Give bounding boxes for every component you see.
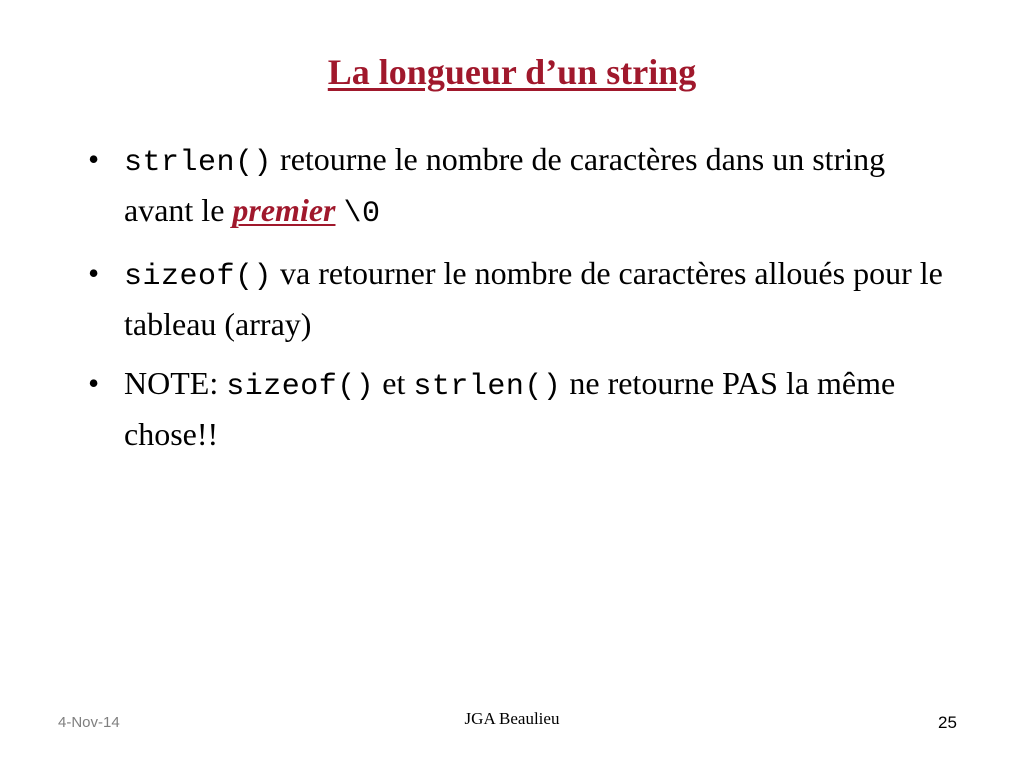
page-number: 25 bbox=[938, 713, 957, 732]
code-sizeof: sizeof() bbox=[226, 370, 375, 404]
bullet-item-strlen bbox=[88, 136, 948, 238]
code-strlen: strlen() bbox=[124, 146, 273, 180]
bullet-dot-icon: • bbox=[88, 365, 100, 401]
bullet-item-sizeof bbox=[88, 250, 948, 348]
bullet-list bbox=[88, 136, 948, 470]
footer-date: 4-Nov-14 bbox=[58, 714, 120, 731]
slide-title: La longueur d’un string bbox=[327, 52, 697, 92]
code-sizeof: sizeof() bbox=[124, 260, 273, 294]
bullet-text: retourne le nombre de caractères dans un string avant le bbox=[124, 141, 886, 228]
bullet-text: et bbox=[374, 365, 414, 401]
bullet-text: ne retourne PAS la même chose!! bbox=[124, 365, 896, 452]
note-label: NOTE: bbox=[124, 365, 227, 401]
bullet-dot-icon: • bbox=[88, 255, 100, 291]
bullet-dot-icon: • bbox=[88, 141, 100, 177]
bullet-text: va retourner le nombre de caractères alloués pour le tableau (array) bbox=[124, 255, 943, 342]
footer-author: JGA Beaulieu bbox=[464, 709, 560, 728]
bullet-item-note bbox=[88, 360, 948, 458]
code-strlen: strlen() bbox=[413, 370, 562, 404]
code-null-terminator: \0 bbox=[343, 197, 381, 231]
emphasis-premier: premier bbox=[232, 192, 336, 228]
